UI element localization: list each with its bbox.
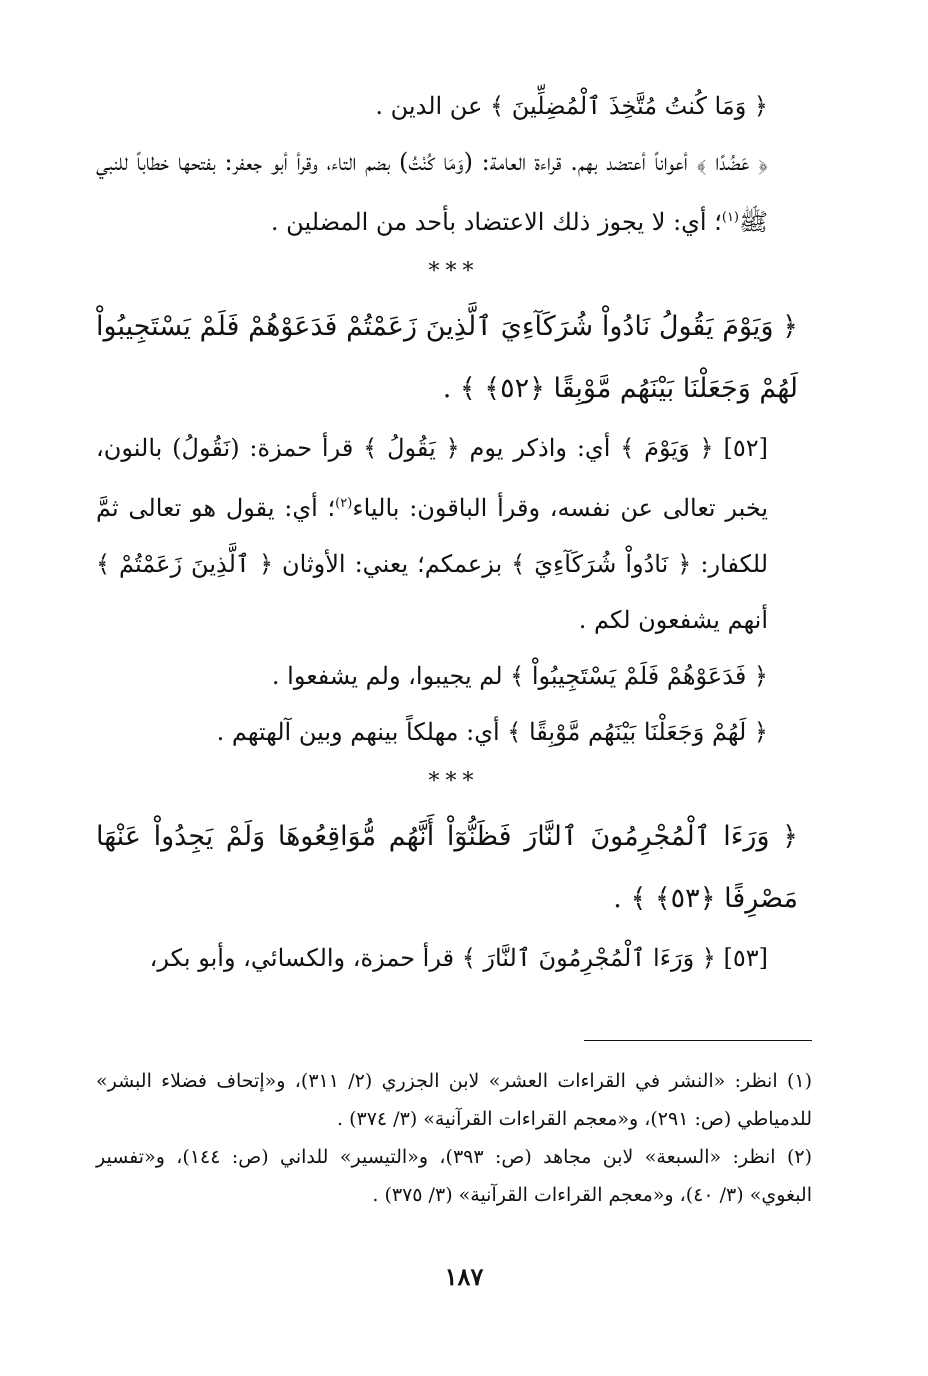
paragraph-2 (96, 134, 812, 250)
paragraph-1: ﴿ وَمَا كُنتُ مُتَّخِذَ ٱلْمُضِلِّينَ ﴾ عن الدين . (375, 92, 768, 120)
paragraph-6: [٥٣] ﴿ وَرَءَا ٱلْمُجْرِمُونَ ٱلنَّارَ ﴾ قرأ حمزة، والكسائي، وأبو بكر، (149, 944, 768, 972)
paragraph-5: ﴿ لَهُمْ وَجَعَلْنَا بَيْنَهُم مَّوْبِقًا ﴾ أي: مهلكاً بينهم وبين آلهتهم . (216, 718, 768, 746)
section-divider-2: *** (428, 769, 480, 794)
section-divider-1: *** (428, 259, 480, 284)
footnotes (96, 1062, 812, 1214)
verse-52: ﴿ وَيَوْمَ يَقُولُ نَادُواْ شُرَكَآءِيَ ٱلَّذِينَ زَعَمْتُمْ فَدَعَوْهُمْ فَلَمْ يَسْتَجِيبُواْ لَهُمْ وَجَعَلْنَا بَيْنَهُم مَّوْبِقًا ﴿٥٢﴾ ﴾ . (96, 311, 798, 404)
footnote-ref-1[interactable]: (١) (721, 210, 739, 225)
page-number: ١٨٧ (444, 1262, 484, 1291)
verse-53: ﴿ وَرَءَا ٱلْمُجْرِمُونَ ٱلنَّارَ فَظَنُّوٓاْ أَنَّهُم مُّوَاقِعُوهَا وَلَمْ يَجِدُواْ عَنْهَا مَصْرِفًا ﴿٥٣﴾ ﴾ . (96, 821, 798, 914)
paragraph-4: ﴿ فَدَعَوْهُمْ فَلَمْ يَسْتَجِيبُواْ ﴾ لم يجيبوا، ولم يشفعوا . (271, 662, 768, 690)
footnote-ref-2[interactable]: (٢) (335, 496, 353, 511)
paragraph-3-text: [٥٢] ﴿ وَيَوْمَ ﴾ أي: واذكر يوم ﴿ يَقُولُ ﴾ قرأ حمزة: (نَقُولُ) بالنون، يخبر تعالى عن نفسه، وقرأ الباقون: بالياء (96, 434, 769, 522)
paragraph-3-rest: ؛ أي: يقول هو تعالى ثمَّ للكفار: ﴿ نَادُواْ شُرَكَآءِيَ ﴾ بزعمكم؛ يعني: الأوثان ﴿ ٱلَّذِينَ زَعَمْتُمْ ﴾ أنهم يشفعون لكم . (96, 494, 769, 634)
paragraph-3 (96, 420, 812, 648)
footnote-separator (584, 1040, 812, 1041)
main-text (96, 78, 812, 986)
paragraph-2-rest: ؛ أي: لا يجوز ذلك الاعتضاد بأحد من المضلين . (270, 208, 722, 236)
paragraph-2-text: ﴿ عَضُدًا ﴾ أعواناً أعتضد بهم. قراءة العامة: (وَمَا كُنْتُ) بضم التاء، وقرأ أبو جعفر: بفتحها خطاباً للنبي ﷺ (96, 148, 768, 236)
footnote-1: (١) انظر: «النشر في القراءات العشر» لابن الجزري (٢/ ٣١١)، و«إتحاف فضلاء البشر» للدمياطي (ص: ٢٩١)، و«معجم القراءات القرآنية» (٣/ ٣٧٤) . (96, 1070, 813, 1130)
footnote-2: (٢) انظر: «السبعة» لابن مجاهد (ص: ٣٩٣)، و«التيسير» للداني (ص: ١٤٤)، و«تفسير البغوي» (٣/ ٤٠)، و«معجم القراءات القرآنية» (٣/ ٣٧٥) . (96, 1146, 813, 1206)
